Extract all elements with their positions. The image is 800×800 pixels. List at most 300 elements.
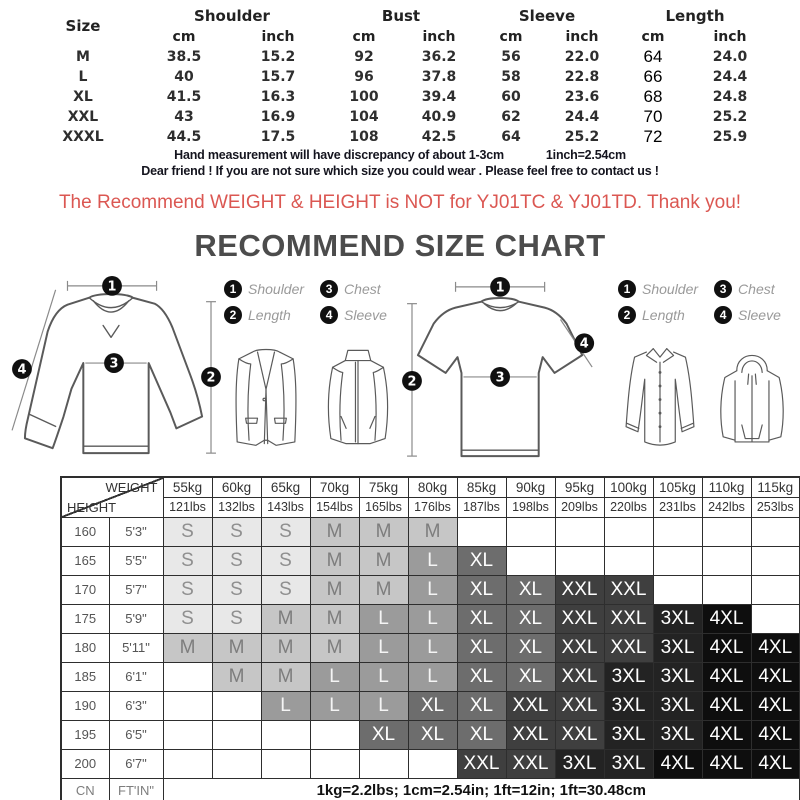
badge-2-icon: 2 — [618, 306, 636, 324]
size-cell: 4XL — [751, 691, 800, 720]
empty-cell — [506, 517, 555, 546]
size-cell: S — [212, 517, 261, 546]
measurement-value: 68 — [643, 87, 663, 106]
legend-item — [714, 280, 781, 298]
size-cell: XL — [506, 633, 555, 662]
weight-lbs-header: 253lbs — [751, 497, 800, 517]
matrix-header-lbs-row — [61, 497, 800, 517]
size-cell: S — [212, 546, 261, 575]
measurement-value: 37.8 — [421, 69, 457, 85]
weight-lbs-header: 187lbs — [457, 497, 506, 517]
size-cell: XL — [408, 691, 457, 720]
size-cell: M — [359, 546, 408, 575]
size-cell: 4XL — [702, 720, 751, 749]
size-table-row — [28, 47, 772, 67]
matrix-footer-row — [61, 778, 800, 800]
legend-label: Shoulder — [642, 281, 699, 298]
weight-lbs-header: 198lbs — [506, 497, 555, 517]
note-line-1 — [0, 148, 800, 164]
empty-cell — [702, 517, 751, 546]
matrix-header-kg-row — [61, 477, 800, 497]
matrix-row — [61, 662, 800, 691]
empty-cell — [261, 749, 310, 778]
size-cell: M — [408, 517, 457, 546]
height-ftin-label: 5'11" — [109, 633, 163, 662]
legend-label: Chest — [344, 281, 381, 298]
small-garments — [224, 336, 400, 458]
size-cell: XXL — [555, 633, 604, 662]
measurement-value: 39.4 — [421, 89, 457, 105]
measurement-value: 62 — [501, 109, 521, 125]
size-cell: 3XL — [604, 691, 653, 720]
height-ftin-label: 5'3" — [109, 517, 163, 546]
measurement-value: 25.2 — [564, 129, 600, 145]
size-cell: XL — [506, 604, 555, 633]
footer-cn-label: CN — [61, 778, 109, 800]
svg-text:2: 2 — [407, 374, 417, 390]
measurement-value: 22.8 — [564, 69, 600, 85]
empty-cell — [163, 749, 212, 778]
size-cell: 4XL — [702, 691, 751, 720]
legend-item — [224, 280, 304, 298]
measurement-value: 108 — [349, 129, 379, 145]
size-cell: 4XL — [702, 633, 751, 662]
size-cell: S — [261, 546, 310, 575]
measurement-value: 70 — [643, 107, 663, 126]
size-cell: L — [359, 633, 408, 662]
sweatshirt-outline — [25, 294, 202, 453]
unit-inch: inch — [565, 29, 599, 45]
bust-header: Bust — [381, 6, 421, 25]
matrix-row — [61, 720, 800, 749]
size-cell: M — [163, 633, 212, 662]
size-cell: S — [163, 575, 212, 604]
matrix-row — [61, 604, 800, 633]
size-cell: XL — [408, 720, 457, 749]
size-cell: L — [408, 633, 457, 662]
measurement-value: 56 — [501, 49, 521, 65]
weight-lbs-header: 121lbs — [163, 497, 212, 517]
matrix-row — [61, 749, 800, 778]
measurement-value: 23.6 — [564, 89, 600, 105]
size-cell: M — [310, 517, 359, 546]
size-cell: 3XL — [604, 720, 653, 749]
svg-text:4: 4 — [17, 362, 27, 378]
weight-kg-header: 75kg — [359, 477, 408, 497]
weight-lbs-header: 143lbs — [261, 497, 310, 517]
badge-chest — [104, 353, 124, 373]
empty-cell — [751, 517, 800, 546]
note-inch-conversion: 1inch=2.54cm — [545, 148, 626, 162]
size-table-row — [28, 127, 772, 147]
measurement-value: 40 — [174, 69, 194, 85]
weight-lbs-header: 154lbs — [310, 497, 359, 517]
weight-kg-header: 85kg — [457, 477, 506, 497]
measurement-value: 58 — [501, 69, 521, 85]
size-cell: 3XL — [653, 662, 702, 691]
size-table-group-header — [28, 4, 772, 27]
svg-text:1: 1 — [495, 280, 505, 296]
weight-kg-header: 60kg — [212, 477, 261, 497]
size-cell: S — [163, 546, 212, 575]
measurement-value: 36.2 — [421, 49, 457, 65]
weight-lbs-header: 231lbs — [653, 497, 702, 517]
measurement-value: 66 — [643, 67, 663, 86]
size-cell: XL — [457, 662, 506, 691]
empty-cell — [261, 720, 310, 749]
height-ftin-label: 5'9" — [109, 604, 163, 633]
height-cm-label: 175 — [61, 604, 109, 633]
empty-cell — [163, 662, 212, 691]
badge-4-icon: 4 — [320, 306, 338, 324]
shoulder-header: Shoulder — [194, 6, 270, 25]
height-ftin-label: 6'7" — [109, 749, 163, 778]
legend-item — [618, 306, 698, 324]
size-cell: XL — [457, 720, 506, 749]
badge-1-icon: 1 — [618, 280, 636, 298]
empty-cell — [212, 691, 261, 720]
size-cell: XL — [457, 604, 506, 633]
legend-item — [618, 280, 698, 298]
size-cell: XXL — [457, 749, 506, 778]
matrix-corner-cell — [61, 477, 163, 517]
size-cell: 3XL — [653, 633, 702, 662]
size-label: XL — [73, 89, 93, 105]
hoodie-icon — [713, 336, 791, 458]
size-cell: XL — [457, 691, 506, 720]
size-cell: XL — [457, 633, 506, 662]
size-cell: 3XL — [604, 749, 653, 778]
legend-item — [224, 306, 304, 324]
measurement-value: 15.7 — [260, 69, 296, 85]
svg-text:1: 1 — [107, 279, 117, 295]
svg-text:2: 2 — [206, 370, 216, 386]
empty-cell — [751, 604, 800, 633]
blazer-icon — [227, 336, 305, 458]
size-cell: S — [261, 575, 310, 604]
measurement-value: 100 — [349, 89, 379, 105]
height-ftin-label: 6'3" — [109, 691, 163, 720]
badge-3-icon: 3 — [320, 280, 338, 298]
empty-cell — [163, 691, 212, 720]
empty-cell — [604, 517, 653, 546]
badge-shoulder — [490, 277, 510, 297]
height-cm-label: 190 — [61, 691, 109, 720]
measurement-value: 44.5 — [166, 129, 202, 145]
empty-cell — [506, 546, 555, 575]
size-cell: 4XL — [751, 662, 800, 691]
size-cell: L — [359, 604, 408, 633]
measurement-value: 17.5 — [260, 129, 296, 145]
size-cell: XXL — [555, 662, 604, 691]
warning-banner: The Recommend WEIGHT & HEIGHT is NOT for YJ01TC & YJ01TD. Thank you! — [58, 192, 742, 214]
size-cell: XXL — [506, 720, 555, 749]
measurement-value: 24.8 — [712, 89, 748, 105]
empty-cell — [457, 517, 506, 546]
empty-cell — [555, 546, 604, 575]
size-cell: L — [359, 691, 408, 720]
size-cell: S — [212, 575, 261, 604]
weight-lbs-header: 176lbs — [408, 497, 457, 517]
measurement-value: 25.2 — [712, 109, 748, 125]
size-table-row — [28, 107, 772, 127]
size-cell: XL — [359, 720, 408, 749]
note-discrepancy: Hand measurement will have discrepancy of about 1-3cm — [174, 148, 504, 162]
unit-cm: cm — [641, 29, 665, 45]
badge-1-icon: 1 — [224, 280, 242, 298]
weight-lbs-header: 165lbs — [359, 497, 408, 517]
zip-jacket-icon — [319, 336, 397, 458]
legend-label: Length — [642, 307, 685, 324]
legend-item — [320, 280, 387, 298]
empty-cell — [212, 720, 261, 749]
measurement-value: 24.4 — [712, 69, 748, 85]
height-cm-label: 185 — [61, 662, 109, 691]
measurement-value: 25.9 — [712, 129, 748, 145]
diagram-section — [0, 272, 800, 466]
size-cell: L — [408, 546, 457, 575]
legend-label: Sleeve — [344, 307, 387, 324]
empty-cell — [702, 546, 751, 575]
empty-cell — [751, 546, 800, 575]
weight-kg-header: 105kg — [653, 477, 702, 497]
empty-cell — [653, 517, 702, 546]
weight-kg-header: 80kg — [408, 477, 457, 497]
size-cell: S — [212, 604, 261, 633]
height-ftin-label: 6'1" — [109, 662, 163, 691]
size-cell: M — [212, 662, 261, 691]
svg-text:3: 3 — [495, 370, 505, 386]
unit-inch: inch — [422, 29, 456, 45]
size-cell: 4XL — [702, 662, 751, 691]
empty-cell — [359, 749, 408, 778]
size-cell: M — [310, 633, 359, 662]
empty-cell — [163, 720, 212, 749]
svg-text:3: 3 — [109, 356, 119, 372]
size-cell: M — [359, 517, 408, 546]
unit-inch: inch — [713, 29, 747, 45]
measurement-value: 15.2 — [260, 49, 296, 65]
size-cell: XXL — [555, 720, 604, 749]
legend-label: Length — [248, 307, 291, 324]
size-cell: XL — [506, 575, 555, 604]
measurement-value: 43 — [174, 109, 194, 125]
measurement-value: 38.5 — [166, 49, 202, 65]
badge-chest — [490, 367, 510, 387]
conversion-note: 1kg=2.2lbs; 1cm=2.54in; 1ft=12in; 1ft=30.48cm — [163, 778, 800, 800]
size-cell: XXL — [555, 691, 604, 720]
height-ftin-label: 5'5" — [109, 546, 163, 575]
weight-lbs-header: 242lbs — [702, 497, 751, 517]
size-cell: 3XL — [653, 691, 702, 720]
height-cm-label: 180 — [61, 633, 109, 662]
longsleeve-right-col — [224, 272, 400, 466]
size-table-row — [28, 87, 772, 107]
badge-shoulder — [102, 276, 122, 296]
size-table-unit-header — [28, 27, 772, 47]
weight-lbs-header: 220lbs — [604, 497, 653, 517]
size-cell: XL — [506, 662, 555, 691]
small-garments — [618, 336, 794, 458]
legend-item — [320, 306, 387, 324]
tshirt-measure-diagram — [400, 272, 618, 466]
measure-legend — [224, 280, 387, 324]
size-cell: M — [261, 604, 310, 633]
size-cell: 3XL — [653, 720, 702, 749]
tshirt-right-col — [618, 272, 794, 466]
measurement-value: 16.3 — [260, 89, 296, 105]
measurement-value: 64 — [501, 129, 521, 145]
size-cell: XXL — [604, 604, 653, 633]
measurement-value: 64 — [643, 47, 663, 66]
matrix-row — [61, 633, 800, 662]
legend-label: Shoulder — [248, 281, 305, 298]
size-cell: 3XL — [604, 662, 653, 691]
size-cell: S — [163, 517, 212, 546]
height-cm-label: 195 — [61, 720, 109, 749]
weight-kg-header: 55kg — [163, 477, 212, 497]
size-cell: S — [261, 517, 310, 546]
empty-cell — [555, 517, 604, 546]
size-cell: L — [408, 604, 457, 633]
measurement-value: 72 — [643, 127, 663, 146]
size-cell: L — [359, 662, 408, 691]
size-cell: 4XL — [751, 749, 800, 778]
size-cell: XL — [457, 575, 506, 604]
empty-cell — [653, 575, 702, 604]
measurement-value: 60 — [501, 89, 521, 105]
badge-length — [201, 367, 221, 387]
empty-cell — [702, 575, 751, 604]
badge-sleeve — [12, 359, 32, 379]
weight-kg-header: 110kg — [702, 477, 751, 497]
size-cell: XXL — [555, 575, 604, 604]
size-label: XXL — [67, 109, 99, 125]
size-cell: M — [359, 575, 408, 604]
size-cell: 3XL — [653, 604, 702, 633]
weight-kg-header: 70kg — [310, 477, 359, 497]
measurement-value: 40.9 — [421, 109, 457, 125]
size-table-body — [28, 47, 772, 147]
size-table-row — [28, 67, 772, 87]
weight-kg-header: 115kg — [751, 477, 800, 497]
sweatshirt-measure-diagram — [6, 272, 224, 466]
size-cell: XXL — [506, 749, 555, 778]
weight-kg-header: 90kg — [506, 477, 555, 497]
size-cell: 4XL — [702, 749, 751, 778]
recommend-size-matrix — [60, 476, 800, 800]
size-cell: M — [261, 662, 310, 691]
size-label: M — [76, 49, 90, 65]
empty-cell — [408, 749, 457, 778]
garment-size-table — [28, 4, 772, 147]
badge-2-icon: 2 — [224, 306, 242, 324]
weight-kg-header: 100kg — [604, 477, 653, 497]
measurement-value: 92 — [354, 49, 374, 65]
weight-kg-header: 65kg — [261, 477, 310, 497]
size-cell: XXL — [604, 575, 653, 604]
size-cell: M — [310, 546, 359, 575]
size-cell: M — [261, 633, 310, 662]
unit-inch: inch — [261, 29, 295, 45]
matrix-row — [61, 691, 800, 720]
diagram-group-tshirt — [400, 272, 794, 466]
legend-label: Sleeve — [738, 307, 781, 324]
size-cell: XXL — [555, 604, 604, 633]
page-title: RECOMMEND SIZE CHART — [194, 228, 606, 264]
size-header: Size — [65, 16, 101, 35]
length-header: Length — [665, 6, 725, 25]
svg-text:4: 4 — [579, 336, 589, 352]
size-cell: 4XL — [751, 633, 800, 662]
weight-kg-header: 95kg — [555, 477, 604, 497]
height-cm-label: 170 — [61, 575, 109, 604]
empty-cell — [653, 546, 702, 575]
matrix-row — [61, 517, 800, 546]
size-cell: L — [408, 575, 457, 604]
size-cell: 4XL — [702, 604, 751, 633]
size-cell: L — [310, 662, 359, 691]
matrix-row — [61, 575, 800, 604]
size-cell: XXL — [506, 691, 555, 720]
empty-cell — [310, 749, 359, 778]
size-cell: M — [310, 575, 359, 604]
size-label: L — [78, 69, 88, 85]
size-cell: L — [310, 691, 359, 720]
matrix-body — [61, 517, 800, 778]
diagram-group-longsleeve — [6, 272, 400, 466]
measurement-value: 104 — [349, 109, 379, 125]
weight-lbs-header: 132lbs — [212, 497, 261, 517]
size-cell: XL — [457, 546, 506, 575]
unit-cm: cm — [172, 29, 196, 45]
sleeve-header: Sleeve — [518, 6, 576, 25]
weight-lbs-header: 209lbs — [555, 497, 604, 517]
weight-axis-label: WEIGHT — [105, 480, 158, 496]
size-label: XXXL — [62, 129, 104, 145]
height-cm-label: 160 — [61, 517, 109, 546]
size-cell: L — [261, 691, 310, 720]
badge-sleeve — [574, 334, 594, 354]
empty-cell — [212, 749, 261, 778]
height-cm-label: 200 — [61, 749, 109, 778]
measurement-value: 24.0 — [712, 49, 748, 65]
size-cell: M — [310, 604, 359, 633]
measurement-value: 22.0 — [564, 49, 600, 65]
measurement-notes — [0, 148, 800, 179]
badge-3-icon: 3 — [714, 280, 732, 298]
footer-ftin-label: FT'IN" — [109, 778, 163, 800]
size-cell: 3XL — [555, 749, 604, 778]
size-cell: XXL — [604, 633, 653, 662]
size-cell: M — [212, 633, 261, 662]
matrix-row — [61, 546, 800, 575]
size-cell: L — [408, 662, 457, 691]
measurement-value: 42.5 — [421, 129, 457, 145]
height-axis-label: HEIGHT — [67, 499, 117, 515]
measurement-value: 96 — [354, 69, 374, 85]
legend-label: Chest — [738, 281, 775, 298]
badge-4-icon: 4 — [714, 306, 732, 324]
measurement-value: 16.9 — [260, 109, 296, 125]
height-ftin-label: 5'7" — [109, 575, 163, 604]
size-cell: 4XL — [653, 749, 702, 778]
button-shirt-icon — [621, 336, 699, 458]
legend-item — [714, 306, 781, 324]
unit-cm: cm — [352, 29, 376, 45]
empty-cell — [310, 720, 359, 749]
unit-cm: cm — [499, 29, 523, 45]
